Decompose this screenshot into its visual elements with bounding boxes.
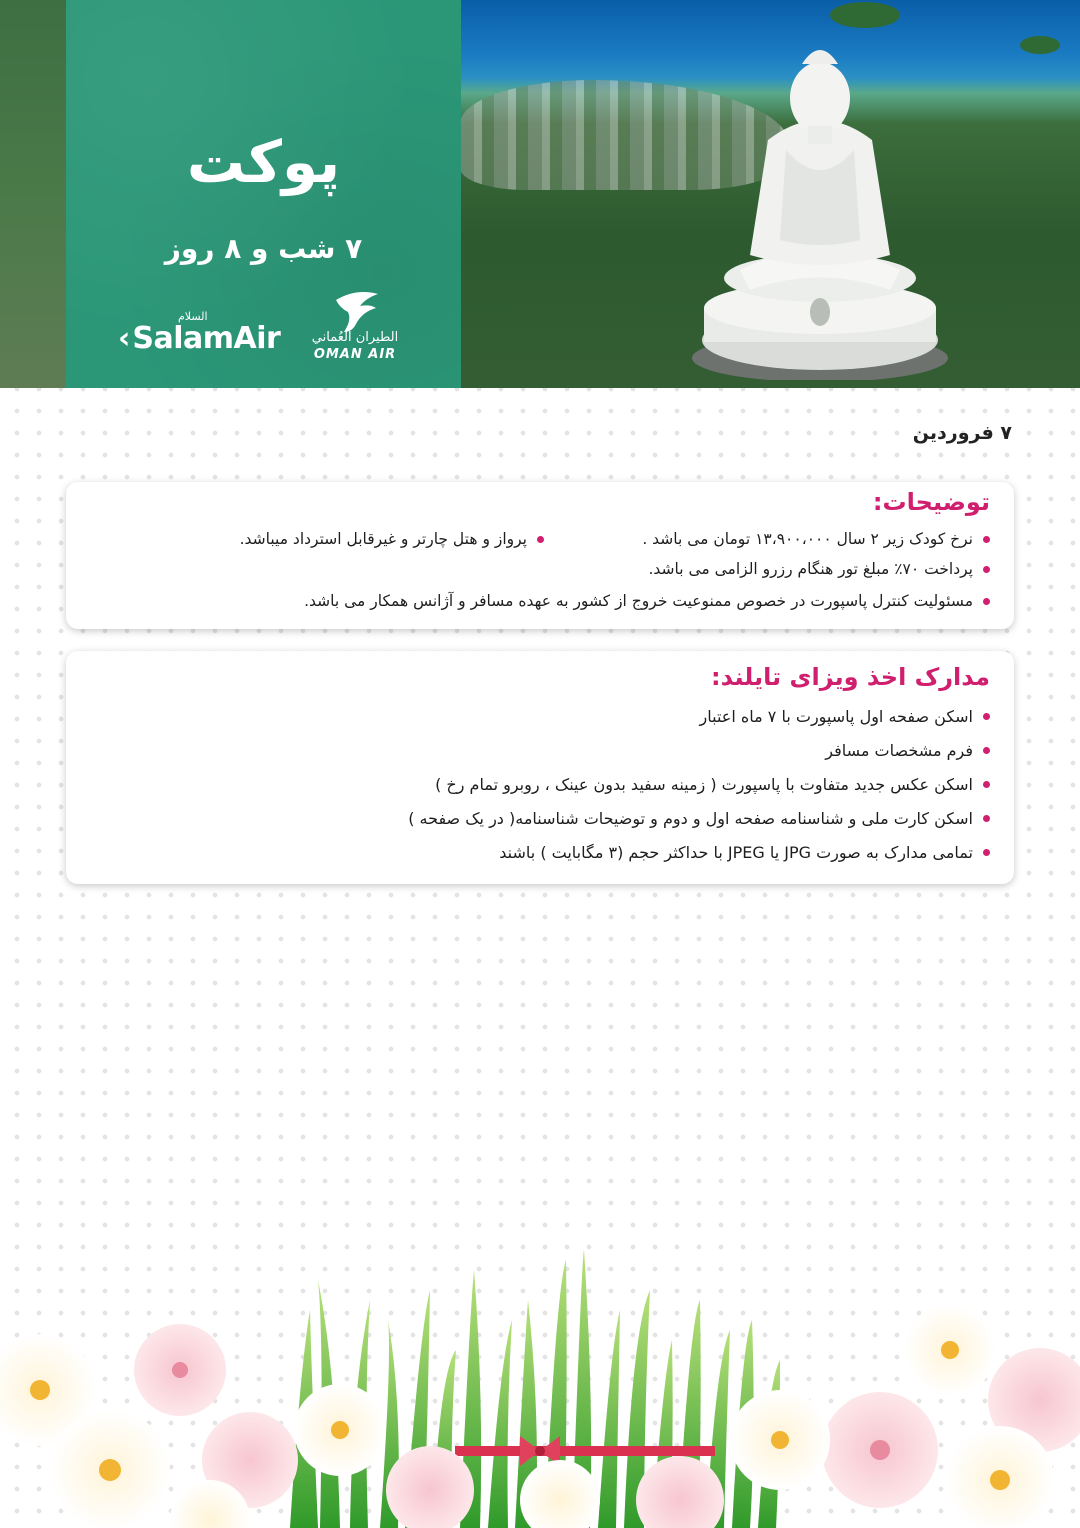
duration-subtitle: ۷ شب و ۸ روز — [164, 232, 363, 265]
visa-title: مدارک اخذ ویزای تایلند: — [711, 663, 990, 691]
omanair-logo: الطيران العُماني OMAN AIR — [300, 290, 410, 372]
bullet-icon — [983, 598, 990, 605]
bullet-icon — [983, 849, 990, 856]
hero-side-photo — [0, 0, 66, 388]
omanair-bird-icon — [330, 290, 382, 334]
notes-title: توضیحات: — [872, 488, 990, 516]
bullet-icon — [983, 781, 990, 788]
salamair-chevron-icon: ‹ — [118, 320, 131, 356]
notes-item: پرواز و هتل چارتر و غیرقابل استرداد میباشد. — [240, 530, 544, 548]
destination-title: پوکت — [186, 128, 341, 196]
salamair-logo: ‹ SalamAir السلام — [118, 310, 281, 356]
bullet-icon — [983, 815, 990, 822]
visa-item: فرم مشخصات مسافر — [825, 741, 990, 760]
notes-item: مسئولیت کنترل پاسپورت در خصوص ممنوعیت خروج از کشور به عهده مسافر و آژانس همکار می باشد. — [304, 592, 990, 610]
bullet-icon — [537, 536, 544, 543]
notes-item: نرخ کودک زیر ۲ سال ۱۳،۹۰۰،۰۰۰ تومان می باشد . — [642, 530, 990, 548]
bullet-icon — [983, 536, 990, 543]
visa-item: تمامی مدارک به صورت JPG یا JPEG با حداکثر حجم (۳ مگابایت ) باشند — [499, 843, 990, 862]
island-shape — [1020, 36, 1060, 54]
hero-banner — [0, 0, 1080, 388]
visa-item: اسکن عکس جدید متفاوت با پاسپورت ( زمینه سفید بدون عینک ، روبرو تمام رخ ) — [435, 775, 990, 794]
departure-date: ۷ فروردین — [912, 422, 1012, 444]
bullet-icon — [983, 713, 990, 720]
bullet-icon — [983, 566, 990, 573]
nowruz-grass-flowers-decoration — [0, 1250, 1080, 1528]
notes-card — [66, 482, 1014, 629]
visa-documents-card — [66, 651, 1014, 884]
visa-item: اسکن صفحه اول پاسپورت با ۷ ماه اعتبار — [700, 707, 990, 726]
bullet-icon — [983, 747, 990, 754]
notes-item: پرداخت ۷۰٪ مبلغ تور هنگام رزرو الزامی می باشد. — [648, 560, 990, 578]
buddha-statue-illustration — [690, 40, 950, 380]
visa-item: اسکن کارت ملی و شناسنامه صفحه اول و دوم و توضیحات شناسنامه( در یک صفحه ) — [408, 809, 990, 828]
island-shape — [830, 2, 900, 28]
